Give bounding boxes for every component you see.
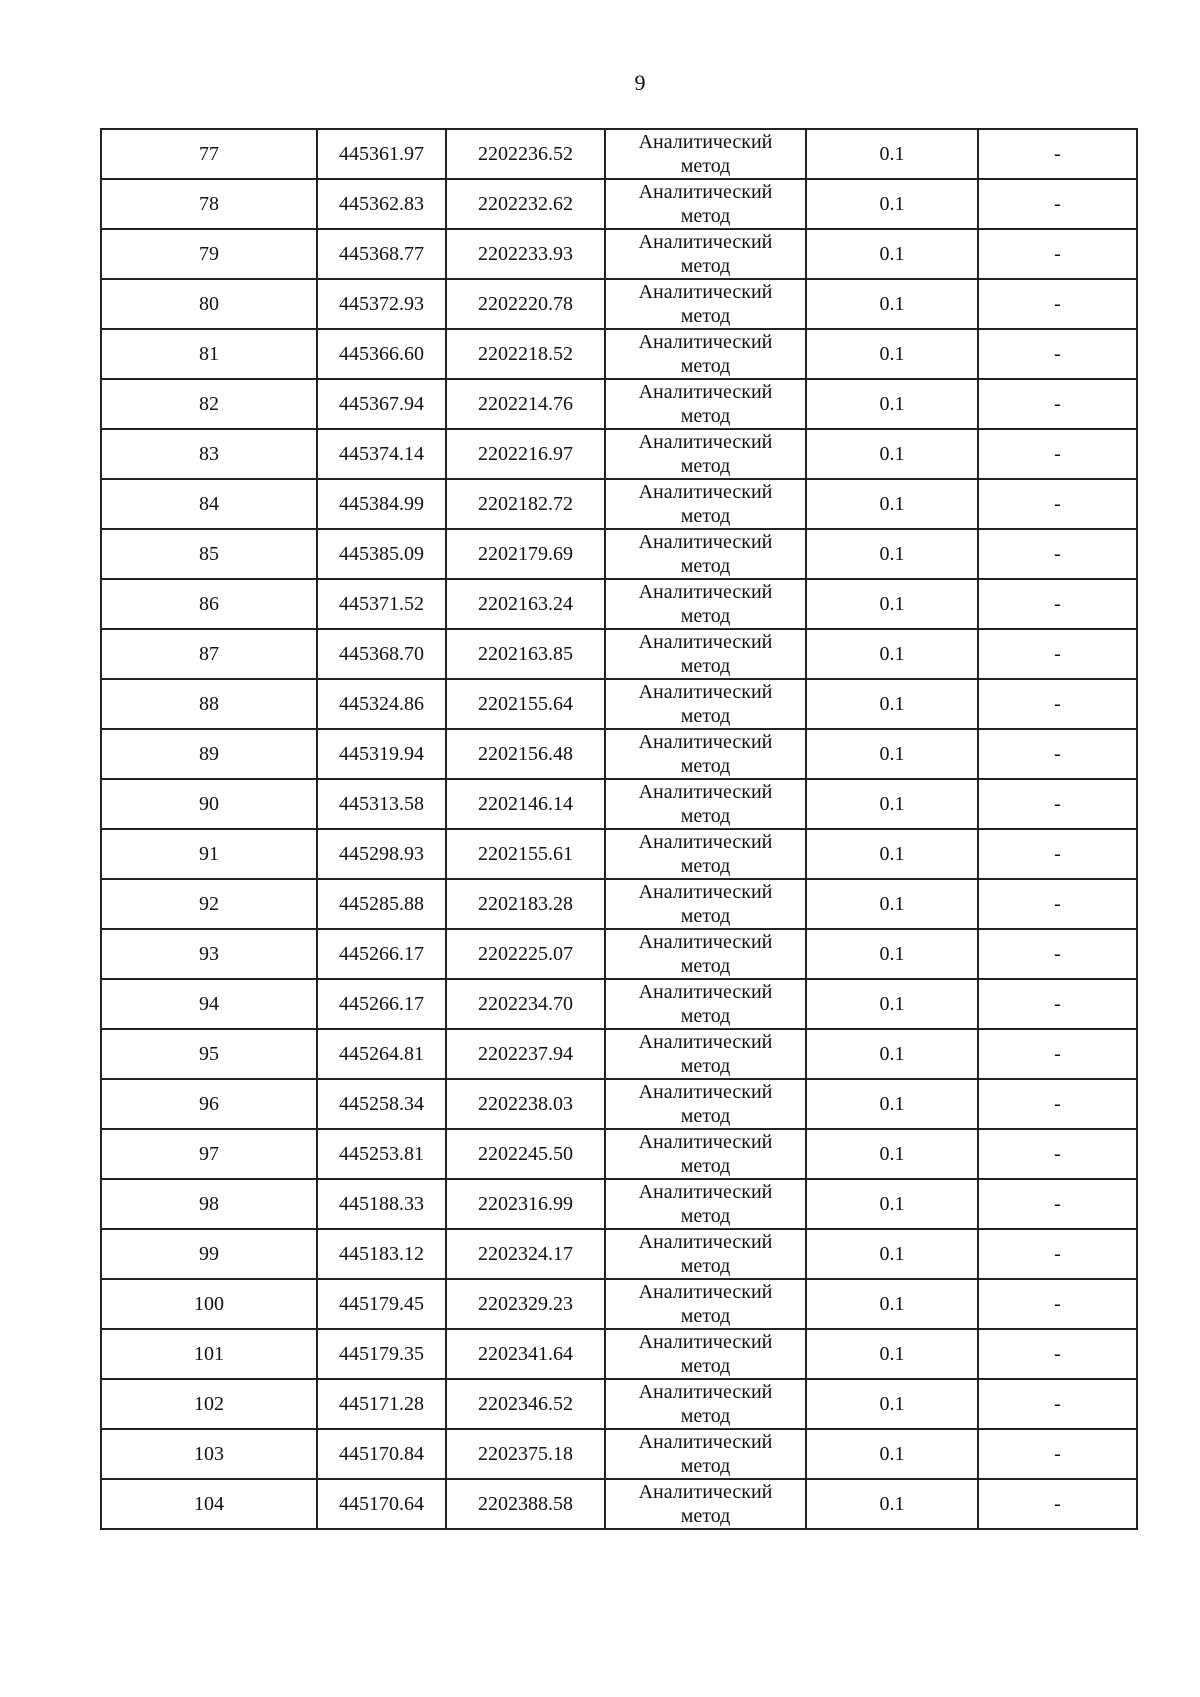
table-row (101, 129, 1137, 179)
x-coordinate-cell: 445385.09 (317, 529, 446, 579)
method-text-line1: Аналитический (638, 531, 773, 553)
method-cell (605, 779, 806, 829)
point-number-cell: 100 (101, 1279, 317, 1329)
y-coordinate-cell: 2202163.24 (446, 579, 605, 629)
table-row (101, 1429, 1137, 1479)
table-row (101, 429, 1137, 479)
accuracy-cell: 0.1 (806, 1379, 978, 1429)
y-coordinate-cell: 2202234.70 (446, 979, 605, 1029)
y-coordinate-cell: 2202237.94 (446, 1029, 605, 1079)
point-number-cell: 95 (101, 1029, 317, 1079)
table-row (101, 1379, 1137, 1429)
method-text-line1: Аналитический (638, 331, 773, 353)
method-text-line2: метод (680, 805, 731, 827)
method-cell (605, 179, 806, 229)
method-text-line1: Аналитический (638, 631, 773, 653)
table-row (101, 679, 1137, 729)
point-number-cell: 83 (101, 429, 317, 479)
note-cell: - (978, 1029, 1137, 1079)
accuracy-cell: 0.1 (806, 1079, 978, 1129)
note-cell: - (978, 879, 1137, 929)
method-text-line2: метод (680, 455, 731, 477)
method-cell (605, 679, 806, 729)
method-text-line1: Аналитический (638, 931, 773, 953)
y-coordinate-cell: 2202179.69 (446, 529, 605, 579)
point-number-cell: 96 (101, 1079, 317, 1129)
x-coordinate-cell: 445366.60 (317, 329, 446, 379)
method-cell (605, 229, 806, 279)
point-number-cell: 101 (101, 1329, 317, 1379)
accuracy-cell: 0.1 (806, 979, 978, 1029)
accuracy-cell: 0.1 (806, 1029, 978, 1079)
note-cell: - (978, 1379, 1137, 1429)
method-cell (605, 1079, 806, 1129)
y-coordinate-cell: 2202233.93 (446, 229, 605, 279)
point-number-cell: 79 (101, 229, 317, 279)
table-row (101, 779, 1137, 829)
point-number-cell: 92 (101, 879, 317, 929)
point-number-cell: 90 (101, 779, 317, 829)
method-text-line1: Аналитический (638, 181, 773, 203)
table-row (101, 1229, 1137, 1279)
accuracy-cell: 0.1 (806, 529, 978, 579)
method-cell (605, 929, 806, 979)
point-number-cell: 98 (101, 1179, 317, 1229)
x-coordinate-cell: 445313.58 (317, 779, 446, 829)
method-text-line1: Аналитический (638, 831, 773, 853)
method-text-line2: метод (680, 955, 731, 977)
method-text-line2: метод (680, 505, 731, 527)
method-text-line1: Аналитический (638, 1281, 773, 1303)
method-text-line1: Аналитический (638, 131, 773, 153)
method-text-line1: Аналитический (638, 731, 773, 753)
accuracy-cell: 0.1 (806, 779, 978, 829)
method-text-line2: метод (680, 1005, 731, 1027)
method-text-line1: Аналитический (638, 1431, 773, 1453)
note-cell: - (978, 1079, 1137, 1129)
accuracy-cell: 0.1 (806, 379, 978, 429)
accuracy-cell: 0.1 (806, 1329, 978, 1379)
point-number-cell: 78 (101, 179, 317, 229)
note-cell: - (978, 1279, 1137, 1329)
method-text-line1: Аналитический (638, 1081, 773, 1103)
y-coordinate-cell: 2202156.48 (446, 729, 605, 779)
method-text-line2: метод (680, 705, 731, 727)
x-coordinate-cell: 445384.99 (317, 479, 446, 529)
y-coordinate-cell: 2202225.07 (446, 929, 605, 979)
method-cell (605, 129, 806, 179)
method-cell (605, 629, 806, 679)
table-row (101, 1479, 1137, 1529)
coordinates-table (100, 128, 1138, 1530)
accuracy-cell: 0.1 (806, 929, 978, 979)
x-coordinate-cell: 445374.14 (317, 429, 446, 479)
method-text-line1: Аналитический (638, 1231, 773, 1253)
y-coordinate-cell: 2202218.52 (446, 329, 605, 379)
point-number-cell: 91 (101, 829, 317, 879)
y-coordinate-cell: 2202163.85 (446, 629, 605, 679)
y-coordinate-cell: 2202375.18 (446, 1429, 605, 1479)
note-cell: - (978, 229, 1137, 279)
note-cell: - (978, 279, 1137, 329)
method-text-line2: метод (680, 1405, 731, 1427)
point-number-cell: 89 (101, 729, 317, 779)
x-coordinate-cell: 445188.33 (317, 1179, 446, 1229)
y-coordinate-cell: 2202236.52 (446, 129, 605, 179)
accuracy-cell: 0.1 (806, 1129, 978, 1179)
note-cell: - (978, 729, 1137, 779)
method-text-line2: метод (680, 1455, 731, 1477)
note-cell: - (978, 129, 1137, 179)
method-text-line2: метод (680, 205, 731, 227)
note-cell: - (978, 1329, 1137, 1379)
method-text-line1: Аналитический (638, 1131, 773, 1153)
point-number-cell: 99 (101, 1229, 317, 1279)
x-coordinate-cell: 445253.81 (317, 1129, 446, 1179)
y-coordinate-cell: 2202346.52 (446, 1379, 605, 1429)
method-text-line2: метод (680, 1205, 731, 1227)
accuracy-cell: 0.1 (806, 329, 978, 379)
method-text-line1: Аналитический (638, 1031, 773, 1053)
method-cell (605, 579, 806, 629)
table-row (101, 329, 1137, 379)
method-cell (605, 329, 806, 379)
method-text-line1: Аналитический (638, 581, 773, 603)
method-text-line2: метод (680, 1055, 731, 1077)
note-cell: - (978, 1479, 1137, 1529)
note-cell: - (978, 1429, 1137, 1479)
note-cell: - (978, 379, 1137, 429)
x-coordinate-cell: 445371.52 (317, 579, 446, 629)
accuracy-cell: 0.1 (806, 229, 978, 279)
x-coordinate-cell: 445298.93 (317, 829, 446, 879)
y-coordinate-cell: 2202182.72 (446, 479, 605, 529)
table-row (101, 579, 1137, 629)
point-number-cell: 86 (101, 579, 317, 629)
method-cell (605, 379, 806, 429)
y-coordinate-cell: 2202183.28 (446, 879, 605, 929)
note-cell: - (978, 429, 1137, 479)
method-text-line1: Аналитический (638, 681, 773, 703)
accuracy-cell: 0.1 (806, 1279, 978, 1329)
table-row (101, 629, 1137, 679)
method-cell (605, 1179, 806, 1229)
point-number-cell: 88 (101, 679, 317, 729)
y-coordinate-cell: 2202329.23 (446, 1279, 605, 1329)
accuracy-cell: 0.1 (806, 679, 978, 729)
method-cell (605, 1379, 806, 1429)
method-text-line2: метод (680, 1355, 731, 1377)
method-cell (605, 1129, 806, 1179)
accuracy-cell: 0.1 (806, 1229, 978, 1279)
table-row (101, 829, 1137, 879)
method-text-line2: метод (680, 1255, 731, 1277)
table-row (101, 379, 1137, 429)
note-cell: - (978, 779, 1137, 829)
point-number-cell: 104 (101, 1479, 317, 1529)
y-coordinate-cell: 2202220.78 (446, 279, 605, 329)
table-row (101, 879, 1137, 929)
point-number-cell: 81 (101, 329, 317, 379)
y-coordinate-cell: 2202341.64 (446, 1329, 605, 1379)
y-coordinate-cell: 2202324.17 (446, 1229, 605, 1279)
note-cell: - (978, 929, 1137, 979)
x-coordinate-cell: 445258.34 (317, 1079, 446, 1129)
y-coordinate-cell: 2202155.64 (446, 679, 605, 729)
table-row (101, 1329, 1137, 1379)
point-number-cell: 97 (101, 1129, 317, 1179)
method-text-line2: метод (680, 1155, 731, 1177)
method-text-line2: метод (680, 405, 731, 427)
method-cell (605, 479, 806, 529)
x-coordinate-cell: 445179.35 (317, 1329, 446, 1379)
y-coordinate-cell: 2202155.61 (446, 829, 605, 879)
table-row (101, 1029, 1137, 1079)
method-cell (605, 529, 806, 579)
accuracy-cell: 0.1 (806, 829, 978, 879)
y-coordinate-cell: 2202232.62 (446, 179, 605, 229)
coordinates-table-body (101, 129, 1137, 1529)
x-coordinate-cell: 445362.83 (317, 179, 446, 229)
method-cell (605, 829, 806, 879)
y-coordinate-cell: 2202216.97 (446, 429, 605, 479)
method-cell (605, 1229, 806, 1279)
method-text-line1: Аналитический (638, 1181, 773, 1203)
table-row (101, 229, 1137, 279)
point-number-cell: 87 (101, 629, 317, 679)
method-text-line2: метод (680, 655, 731, 677)
x-coordinate-cell: 445266.17 (317, 929, 446, 979)
point-number-cell: 93 (101, 929, 317, 979)
table-row (101, 1079, 1137, 1129)
table-row (101, 1129, 1137, 1179)
y-coordinate-cell: 2202146.14 (446, 779, 605, 829)
point-number-cell: 85 (101, 529, 317, 579)
y-coordinate-cell: 2202238.03 (446, 1079, 605, 1129)
accuracy-cell: 0.1 (806, 729, 978, 779)
table-row (101, 729, 1137, 779)
y-coordinate-cell: 2202245.50 (446, 1129, 605, 1179)
x-coordinate-cell: 445266.17 (317, 979, 446, 1029)
x-coordinate-cell: 445170.64 (317, 1479, 446, 1529)
y-coordinate-cell: 2202316.99 (446, 1179, 605, 1229)
x-coordinate-cell: 445368.70 (317, 629, 446, 679)
x-coordinate-cell: 445179.45 (317, 1279, 446, 1329)
method-cell (605, 1479, 806, 1529)
x-coordinate-cell: 445368.77 (317, 229, 446, 279)
x-coordinate-cell: 445319.94 (317, 729, 446, 779)
method-text-line2: метод (680, 605, 731, 627)
method-text-line2: метод (680, 1105, 731, 1127)
accuracy-cell: 0.1 (806, 1429, 978, 1479)
x-coordinate-cell: 445361.97 (317, 129, 446, 179)
accuracy-cell: 0.1 (806, 629, 978, 679)
x-coordinate-cell: 445183.12 (317, 1229, 446, 1279)
accuracy-cell: 0.1 (806, 129, 978, 179)
method-text-line2: метод (680, 305, 731, 327)
x-coordinate-cell: 445285.88 (317, 879, 446, 929)
method-cell (605, 729, 806, 779)
method-cell (605, 279, 806, 329)
point-number-cell: 84 (101, 479, 317, 529)
table-row (101, 179, 1137, 229)
method-text-line2: метод (680, 355, 731, 377)
method-text-line1: Аналитический (638, 1481, 773, 1503)
method-text-line1: Аналитический (638, 431, 773, 453)
method-text-line2: метод (680, 555, 731, 577)
accuracy-cell: 0.1 (806, 879, 978, 929)
table-row (101, 279, 1137, 329)
page-number: 9 (634, 70, 646, 95)
note-cell: - (978, 329, 1137, 379)
method-cell (605, 1029, 806, 1079)
method-text-line1: Аналитический (638, 1331, 773, 1353)
y-coordinate-cell: 2202214.76 (446, 379, 605, 429)
accuracy-cell: 0.1 (806, 579, 978, 629)
point-number-cell: 94 (101, 979, 317, 1029)
accuracy-cell: 0.1 (806, 179, 978, 229)
method-text-line1: Аналитический (638, 231, 773, 253)
x-coordinate-cell: 445170.84 (317, 1429, 446, 1479)
point-number-cell: 82 (101, 379, 317, 429)
accuracy-cell: 0.1 (806, 1479, 978, 1529)
method-cell (605, 879, 806, 929)
table-row (101, 979, 1137, 1029)
method-cell (605, 979, 806, 1029)
x-coordinate-cell: 445372.93 (317, 279, 446, 329)
note-cell: - (978, 179, 1137, 229)
method-text-line2: метод (680, 905, 731, 927)
note-cell: - (978, 1179, 1137, 1229)
accuracy-cell: 0.1 (806, 429, 978, 479)
note-cell: - (978, 479, 1137, 529)
method-text-line2: метод (680, 1305, 731, 1327)
note-cell: - (978, 529, 1137, 579)
method-text-line2: метод (680, 255, 731, 277)
note-cell: - (978, 979, 1137, 1029)
note-cell: - (978, 629, 1137, 679)
method-text-line2: метод (680, 1505, 731, 1527)
point-number-cell: 102 (101, 1379, 317, 1429)
point-number-cell: 103 (101, 1429, 317, 1479)
note-cell: - (978, 829, 1137, 879)
method-cell (605, 1279, 806, 1329)
note-cell: - (978, 1129, 1137, 1179)
note-cell: - (978, 579, 1137, 629)
table-row (101, 1279, 1137, 1329)
method-cell (605, 1429, 806, 1479)
table-row (101, 1179, 1137, 1229)
x-coordinate-cell: 445367.94 (317, 379, 446, 429)
table-row (101, 929, 1137, 979)
method-text-line1: Аналитический (638, 881, 773, 903)
method-cell (605, 429, 806, 479)
table-row (101, 479, 1137, 529)
x-coordinate-cell: 445171.28 (317, 1379, 446, 1429)
method-text-line1: Аналитический (638, 481, 773, 503)
method-text-line2: метод (680, 155, 731, 177)
y-coordinate-cell: 2202388.58 (446, 1479, 605, 1529)
point-number-cell: 80 (101, 279, 317, 329)
x-coordinate-cell: 445264.81 (317, 1029, 446, 1079)
method-text-line1: Аналитический (638, 981, 773, 1003)
method-text-line2: метод (680, 855, 731, 877)
method-text-line1: Аналитический (638, 781, 773, 803)
x-coordinate-cell: 445324.86 (317, 679, 446, 729)
method-cell (605, 1329, 806, 1379)
point-number-cell: 77 (101, 129, 317, 179)
method-text-line2: метод (680, 755, 731, 777)
accuracy-cell: 0.1 (806, 479, 978, 529)
note-cell: - (978, 1229, 1137, 1279)
method-text-line1: Аналитический (638, 381, 773, 403)
method-text-line1: Аналитический (638, 281, 773, 303)
note-cell: - (978, 679, 1137, 729)
accuracy-cell: 0.1 (806, 1179, 978, 1229)
accuracy-cell: 0.1 (806, 279, 978, 329)
method-text-line1: Аналитический (638, 1381, 773, 1403)
table-row (101, 529, 1137, 579)
